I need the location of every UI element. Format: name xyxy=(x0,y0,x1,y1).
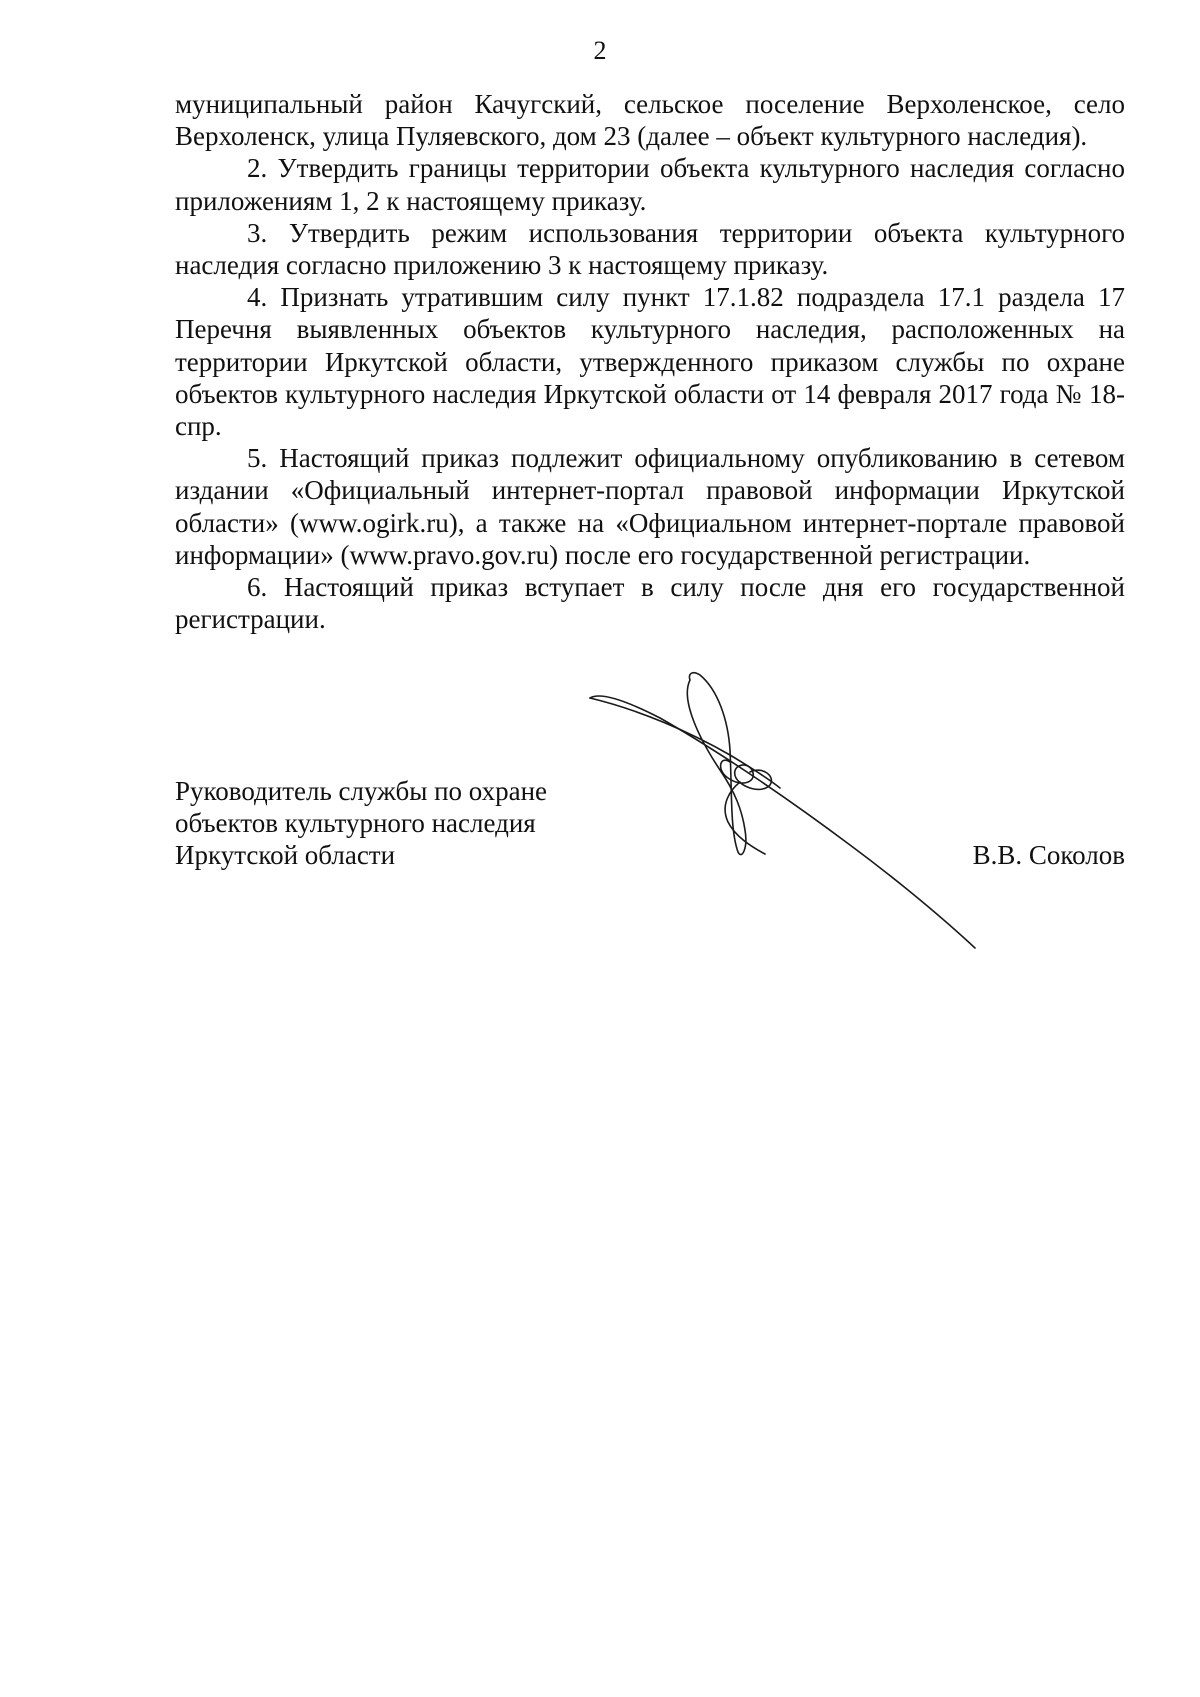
paragraph-6: 6. Настоящий приказ вступает в силу после дня его государственной регистрации. xyxy=(175,572,1125,635)
page-number: 2 xyxy=(593,36,607,65)
paragraph-4: 4. Признать утратившим силу пункт 17.1.82 подраздела 17.1 раздела 17 Перечня выявленных объектов культурного наследия, расположенных на территории Иркутской области, утвержденного приказом службы по охране объектов культурного наследия Иркутской области от 14 февраля 2017 года № 18-спр. xyxy=(175,282,1125,442)
handwritten-signature xyxy=(580,670,980,1000)
signatory-title-line-2: объектов культурного наследия xyxy=(175,808,536,838)
document-body xyxy=(175,88,1125,635)
paragraph-5: 5. Настоящий приказ подлежит официальному опубликованию в сетевом издании «Официальный интернет-портал правовой информации Иркутской области» (www.ogirk.ru), а также на «Официальном интернет-портале правовой информации» (www.pravo.gov.ru) после его государственной регистрации. xyxy=(175,443,1125,570)
paragraph-1-continuation: муниципальный район Качугский, сельское поселение Верхоленское, село Верхоленск, улица Пуляевского, дом 23 (далее – объект культурного наследия). xyxy=(175,89,1125,152)
signatory-title xyxy=(175,775,635,871)
paragraph-2: 2. Утвердить границы территории объекта культурного наследия согласно приложениям 1, 2 к настоящему приказу. xyxy=(175,153,1125,216)
signatory-title-line-1: Руководитель службы по охране xyxy=(175,776,548,806)
paragraph-3: 3. Утвердить режим использования территории объекта культурного наследия согласно приложению 3 к настоящему приказу. xyxy=(175,217,1125,281)
signatory-name: В.В. Соколов xyxy=(972,840,1125,870)
signatory-title-line-3: Иркутской области xyxy=(175,840,396,870)
